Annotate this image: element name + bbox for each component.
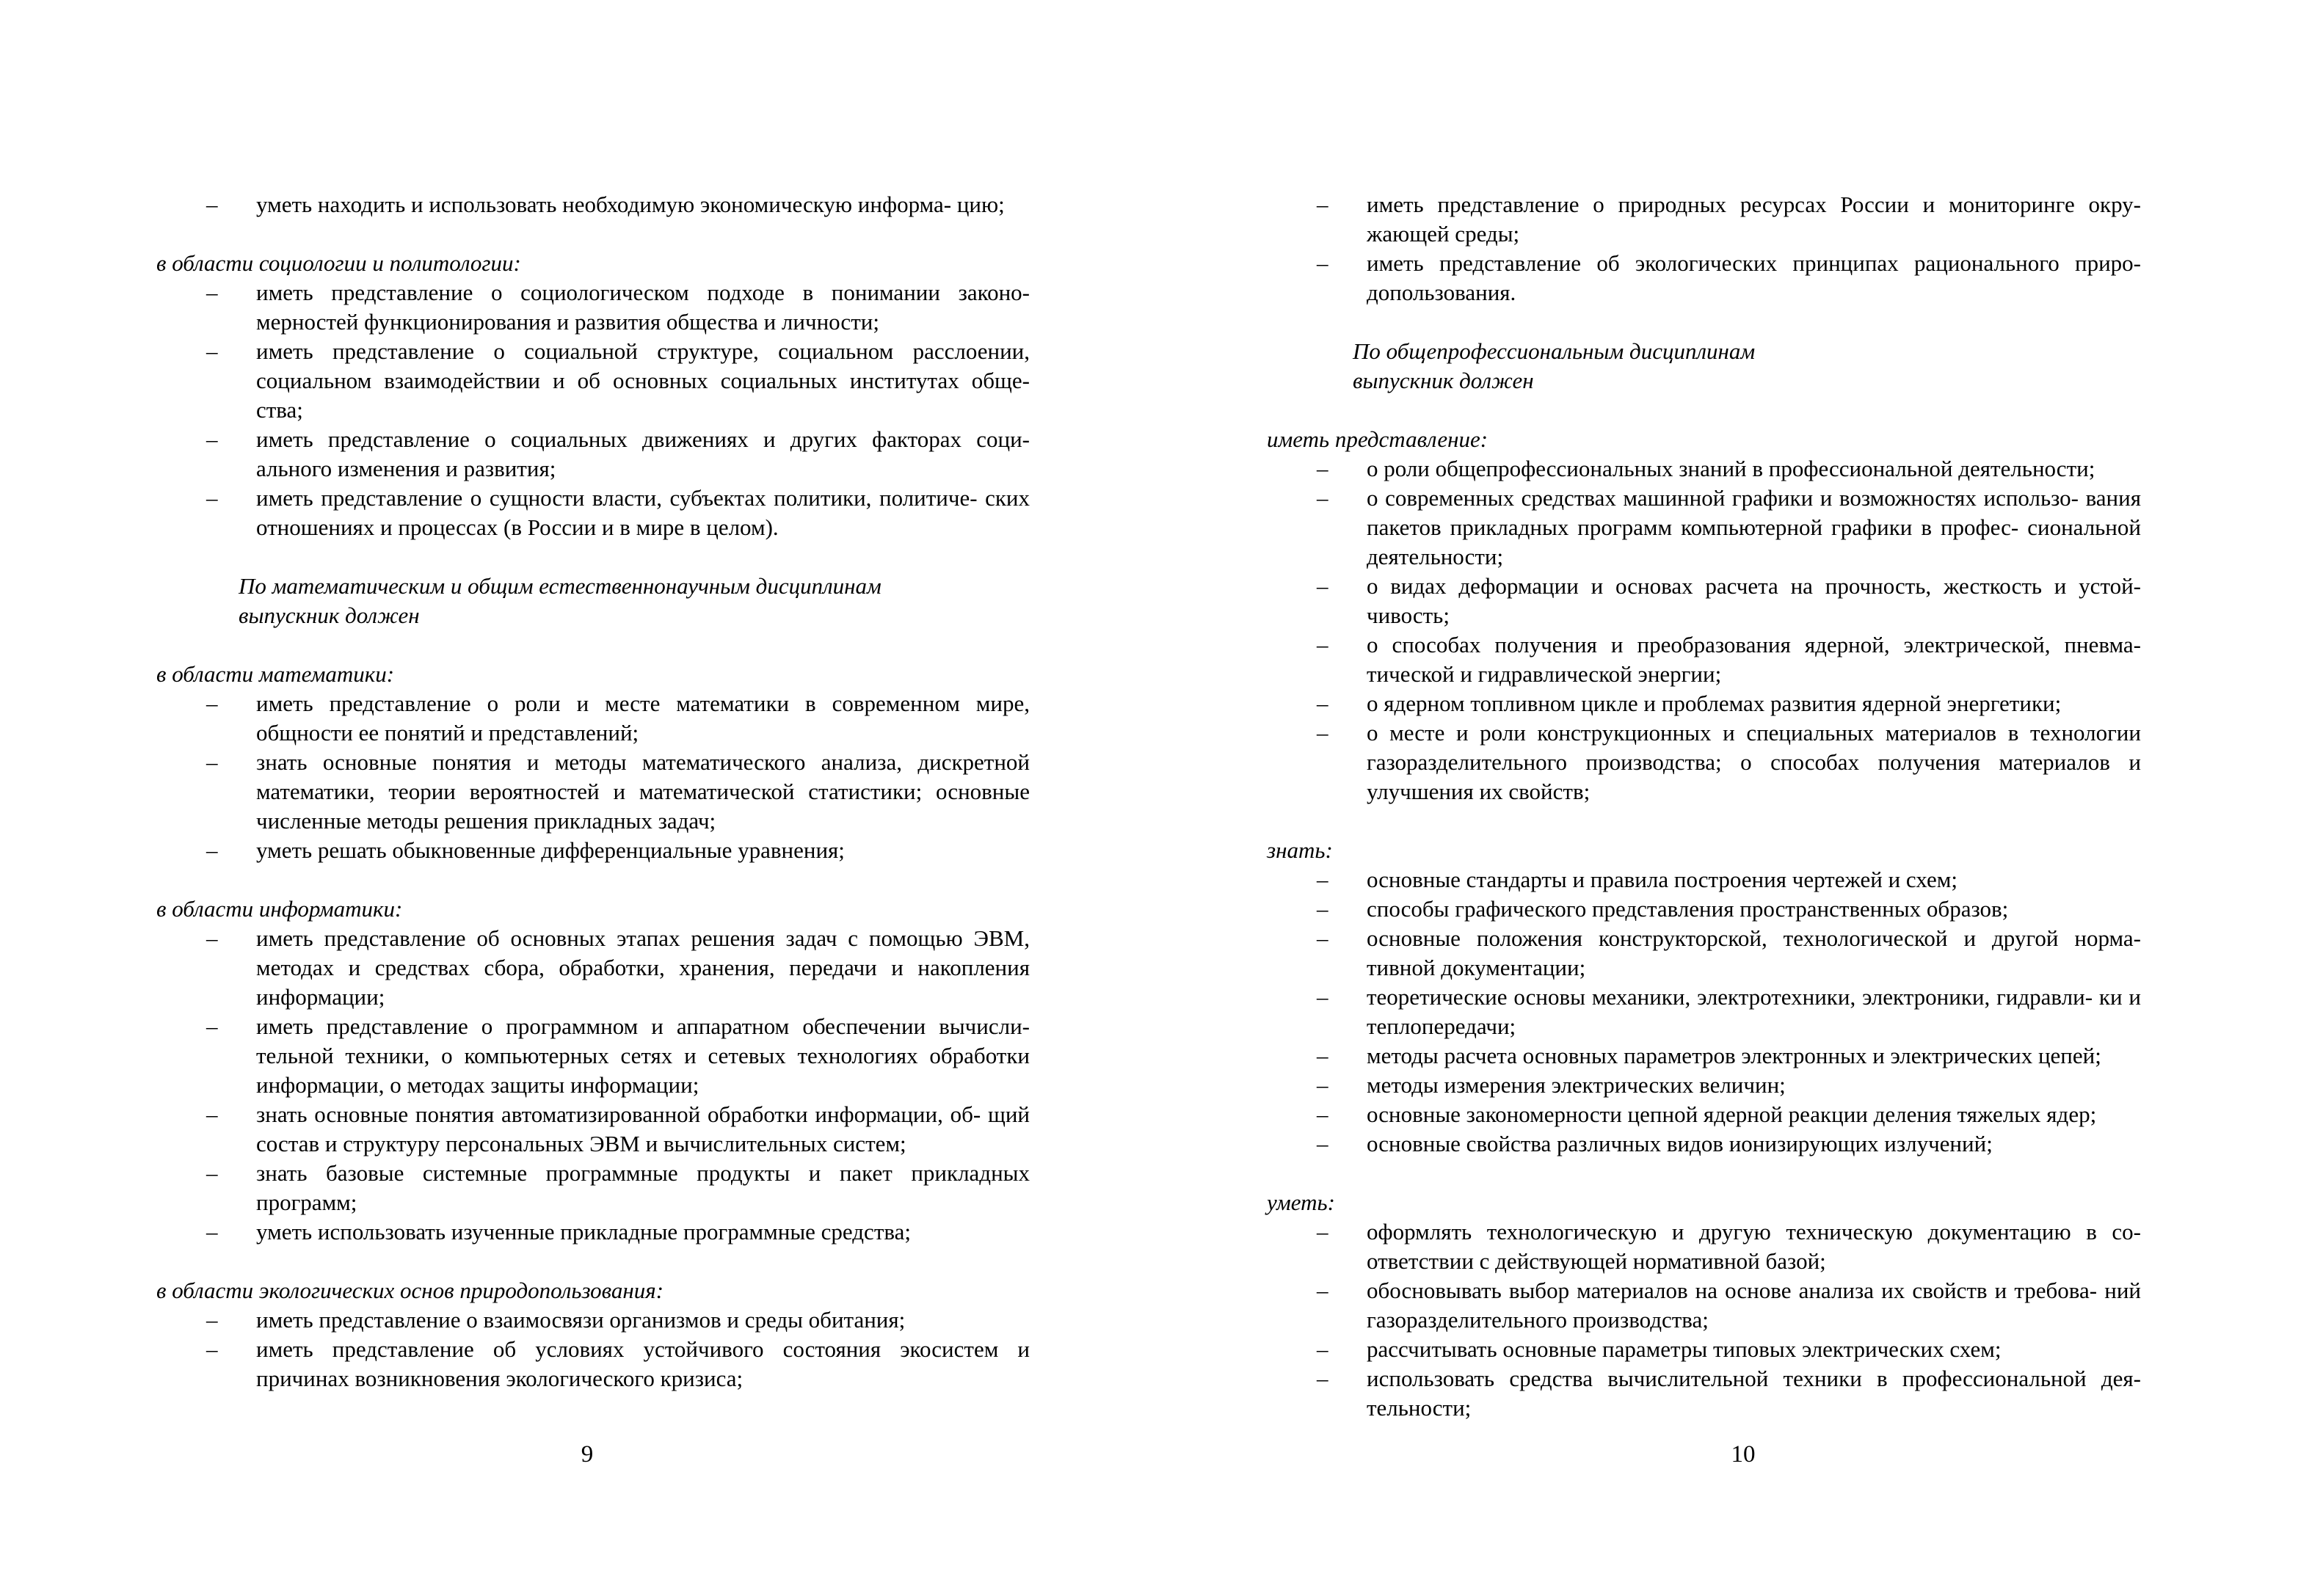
- section-heading-sociology: в области социологии и политологии:: [156, 250, 521, 276]
- list-item-text: о способах получения и преобразования ядерной, электрической, пневма- тической и гидравлической энергии;: [1367, 632, 2141, 687]
- math-list: [156, 689, 1030, 865]
- list-item: [1267, 718, 2141, 806]
- list-item: [1267, 190, 2141, 249]
- list-item: [1267, 1041, 2141, 1071]
- subheading-line-1: По общепрофессиональным дисциплинам: [1353, 338, 1756, 364]
- list-item-text: оформлять технологическую и другую техническую документацию в со- ответствии с действующей нормативной базой;: [1367, 1219, 2141, 1274]
- section-heading-ecology: в области экологических основ природопользования:: [156, 1278, 664, 1303]
- bullet-dash: –: [206, 1160, 218, 1186]
- bullet-dash: –: [1317, 1043, 1328, 1068]
- list-item-text: основные положения конструкторской, технологической и другой норма- тивной документации;: [1367, 925, 2141, 980]
- list-item-text: иметь представление об экологических принципах рационального приро- допользования.: [1367, 250, 2141, 305]
- list-item-text: о месте и роли конструкционных и специальных материалов в технологии газоразделительного производства; о способах получения материалов и улучшения их свойств;: [1367, 720, 2141, 804]
- sociology-list: [156, 278, 1030, 542]
- bullet-dash: –: [1317, 690, 1328, 716]
- section-heading-umet: уметь:: [1267, 1189, 1335, 1215]
- subheading: [156, 572, 1030, 630]
- bullet-dash: –: [206, 338, 218, 364]
- list-item-text: иметь представление об условиях устойчивого состояния экосистем и причинах возникновения экологического кризиса;: [256, 1336, 1030, 1391]
- list-item: [1267, 1129, 2141, 1159]
- list-item: [156, 689, 1030, 748]
- list-item: [1267, 865, 2141, 894]
- page-number: 10: [1731, 1441, 1756, 1468]
- list-item: [156, 337, 1030, 425]
- bullet-dash: –: [1317, 192, 1328, 217]
- list-item-text: обосновывать выбор материалов на основе анализа их свойств и требова- ний газоразделительного производства;: [1367, 1278, 2141, 1333]
- bullet-dash: –: [1317, 485, 1328, 511]
- list-item-text: иметь представление о социальной структуре, социальном расслоении, социальном взаимодействии и об основных социальных институтах обще- ства;: [256, 338, 1030, 423]
- list-item: [156, 836, 1030, 865]
- informatics-list: [156, 924, 1030, 1247]
- right-page-content: [1267, 190, 2141, 1423]
- list-item-text: способы графического представления пространственных образов;: [1367, 896, 2009, 922]
- umet-list: [1267, 1217, 2141, 1423]
- list-item: [156, 924, 1030, 1012]
- list-item-text: иметь представление об основных этапах решения задач с помощью ЭВМ, методах и средствах сбора, обработки, хранения, передачи и накопления информации;: [256, 925, 1030, 1010]
- bullet-dash: –: [206, 925, 218, 951]
- list-item-text: иметь представление о социологическом подходе в понимании законо- мерностей функционирования и развития общества и личности;: [256, 280, 1030, 335]
- left-page-content: [156, 190, 1030, 1393]
- list-item-text: использовать средства вычислительной техники в профессиональной дея- тельности;: [1367, 1366, 2141, 1421]
- bullet-dash: –: [206, 280, 218, 305]
- list-item: [156, 1217, 1030, 1247]
- list-item: [156, 1335, 1030, 1393]
- list-item: [1267, 1100, 2141, 1129]
- list-item: [156, 484, 1030, 542]
- bullet-dash: –: [206, 1336, 218, 1362]
- list-item-text: уметь находить и использовать необходимую экономическую информа- цию;: [256, 192, 1005, 217]
- bullet-dash: –: [1317, 720, 1328, 746]
- bullet-dash: –: [206, 1013, 218, 1039]
- list-item-text: иметь представление о программном и аппаратном обеспечении вычисли- тельной техники, о компьютерных сетях и сетевых технологиях обработки информации, о методах защиты информации;: [256, 1013, 1030, 1098]
- subheading-line-2: выпускник должен: [239, 602, 420, 628]
- list-item-text: иметь представление о сущности власти, субъектах политики, политиче- ских отношениях и процессах (в России и в мире в целом).: [256, 485, 1030, 540]
- list-item: [1267, 1364, 2141, 1423]
- list-item: [1267, 1276, 2141, 1335]
- list-item-text: иметь представление о социальных движениях и других факторах соци- ального изменения и развития;: [256, 426, 1030, 481]
- bullet-dash: –: [1317, 867, 1328, 892]
- right-page: [1156, 0, 2312, 1596]
- bullet-dash: –: [206, 1307, 218, 1333]
- list-item: [156, 1305, 1030, 1335]
- list-item-text: основные стандарты и правила построения чертежей и схем;: [1367, 867, 1958, 892]
- section-heading-math: в области математики:: [156, 661, 395, 687]
- list-item: [1267, 454, 2141, 484]
- list-item-text: уметь решать обыкновенные дифференциальные уравнения;: [256, 837, 845, 863]
- bullet-dash: –: [1317, 1278, 1328, 1303]
- list-item-text: рассчитывать основные параметры типовых электрических схем;: [1367, 1336, 2002, 1362]
- bullet-dash: –: [1317, 1219, 1328, 1245]
- top-list: [1267, 190, 2141, 307]
- list-item-text: о ядерном топливном цикле и проблемах развития ядерной энергетики;: [1367, 690, 2062, 716]
- list-item: [156, 1100, 1030, 1159]
- page-number: 9: [581, 1441, 594, 1468]
- list-item: [156, 1159, 1030, 1217]
- bullet-dash: –: [1317, 456, 1328, 481]
- list-item: [1267, 1071, 2141, 1100]
- subheading: [1267, 337, 2141, 396]
- list-item: [1267, 1217, 2141, 1276]
- list-item-text: теоретические основы механики, электротехники, электроники, гидравли- ки и теплопередачи;: [1367, 984, 2141, 1039]
- bullet-dash: –: [1317, 1101, 1328, 1127]
- list-item: [156, 748, 1030, 836]
- list-item-text: основные закономерности цепной ядерной реакции деления тяжелых ядер;: [1367, 1101, 2097, 1127]
- ecology-list: [156, 1305, 1030, 1393]
- bullet-dash: –: [1317, 632, 1328, 657]
- list-item-text: основные свойства различных видов ионизирующих излучений;: [1367, 1131, 1993, 1156]
- section-heading-informatics: в области информатики:: [156, 896, 403, 922]
- list-item-text: о видах деформации и основах расчета на прочность, жесткость и устой- чивость;: [1367, 573, 2141, 628]
- znat-list: [1267, 865, 2141, 1159]
- top-list: [156, 190, 1030, 219]
- list-item-text: иметь представление о роли и месте математики в современном мире, общности ее понятий и представлений;: [256, 690, 1030, 746]
- list-item: [1267, 894, 2141, 924]
- list-item: [156, 190, 1030, 219]
- list-item-text: знать основные понятия автоматизированной обработки информации, об- щий состав и структуру персональных ЭВМ и вычислительных систем;: [256, 1101, 1030, 1156]
- section-heading-znat: знать:: [1267, 837, 1333, 863]
- subheading-line-1: По математическим и общим естественнонаучным дисциплинам: [239, 573, 881, 599]
- list-item: [1267, 630, 2141, 689]
- bullet-dash: –: [1317, 925, 1328, 951]
- list-item: [1267, 924, 2141, 983]
- list-item: [1267, 249, 2141, 307]
- list-item: [156, 1012, 1030, 1100]
- list-item-text: уметь использовать изученные прикладные программные средства;: [256, 1219, 911, 1245]
- bullet-dash: –: [1317, 896, 1328, 922]
- list-item: [156, 278, 1030, 337]
- list-item: [1267, 572, 2141, 630]
- bullet-dash: –: [206, 690, 218, 716]
- list-item-text: знать базовые системные программные продукты и пакет прикладных программ;: [256, 1160, 1030, 1215]
- bullet-dash: –: [1317, 1366, 1328, 1391]
- bullet-dash: –: [206, 485, 218, 511]
- bullet-dash: –: [206, 426, 218, 452]
- list-item: [1267, 484, 2141, 572]
- list-item: [156, 425, 1030, 484]
- list-item-text: о современных средствах машинной графики и возможностях использо- вания пакетов прикладных программ компьютерной графики в профес- сиональной деятельности;: [1367, 485, 2141, 569]
- list-item: [1267, 983, 2141, 1041]
- list-item: [1267, 1335, 2141, 1364]
- list-item-text: знать основные понятия и методы математического анализа, дискретной математики, теории вероятностей и математической статистики; основные численные методы решения прикладных задач;: [256, 749, 1030, 834]
- bullet-dash: –: [1317, 1072, 1328, 1098]
- list-item-text: о роли общепрофессиональных знаний в профессиональной деятельности;: [1367, 456, 2095, 481]
- bullet-dash: –: [1317, 984, 1328, 1010]
- subheading-line-2: выпускник должен: [1353, 368, 1534, 393]
- know-list: [1267, 454, 2141, 806]
- bullet-dash: –: [206, 1101, 218, 1127]
- bullet-dash: –: [1317, 573, 1328, 599]
- list-item-text: методы измерения электрических величин;: [1367, 1072, 1786, 1098]
- bullet-dash: –: [206, 192, 218, 217]
- bullet-dash: –: [206, 749, 218, 775]
- bullet-dash: –: [206, 837, 218, 863]
- list-item-text: иметь представление о взаимосвязи организмов и среды обитания;: [256, 1307, 906, 1333]
- list-item: [1267, 689, 2141, 718]
- bullet-dash: –: [1317, 250, 1328, 276]
- bullet-dash: –: [1317, 1131, 1328, 1156]
- bullet-dash: –: [206, 1219, 218, 1245]
- section-heading-know: иметь представление:: [1267, 426, 1488, 452]
- bullet-dash: –: [1317, 1336, 1328, 1362]
- list-item-text: иметь представление о природных ресурсах России и мониторинге окру- жающей среды;: [1367, 192, 2141, 247]
- list-item-text: методы расчета основных параметров электронных и электрических цепей;: [1367, 1043, 2101, 1068]
